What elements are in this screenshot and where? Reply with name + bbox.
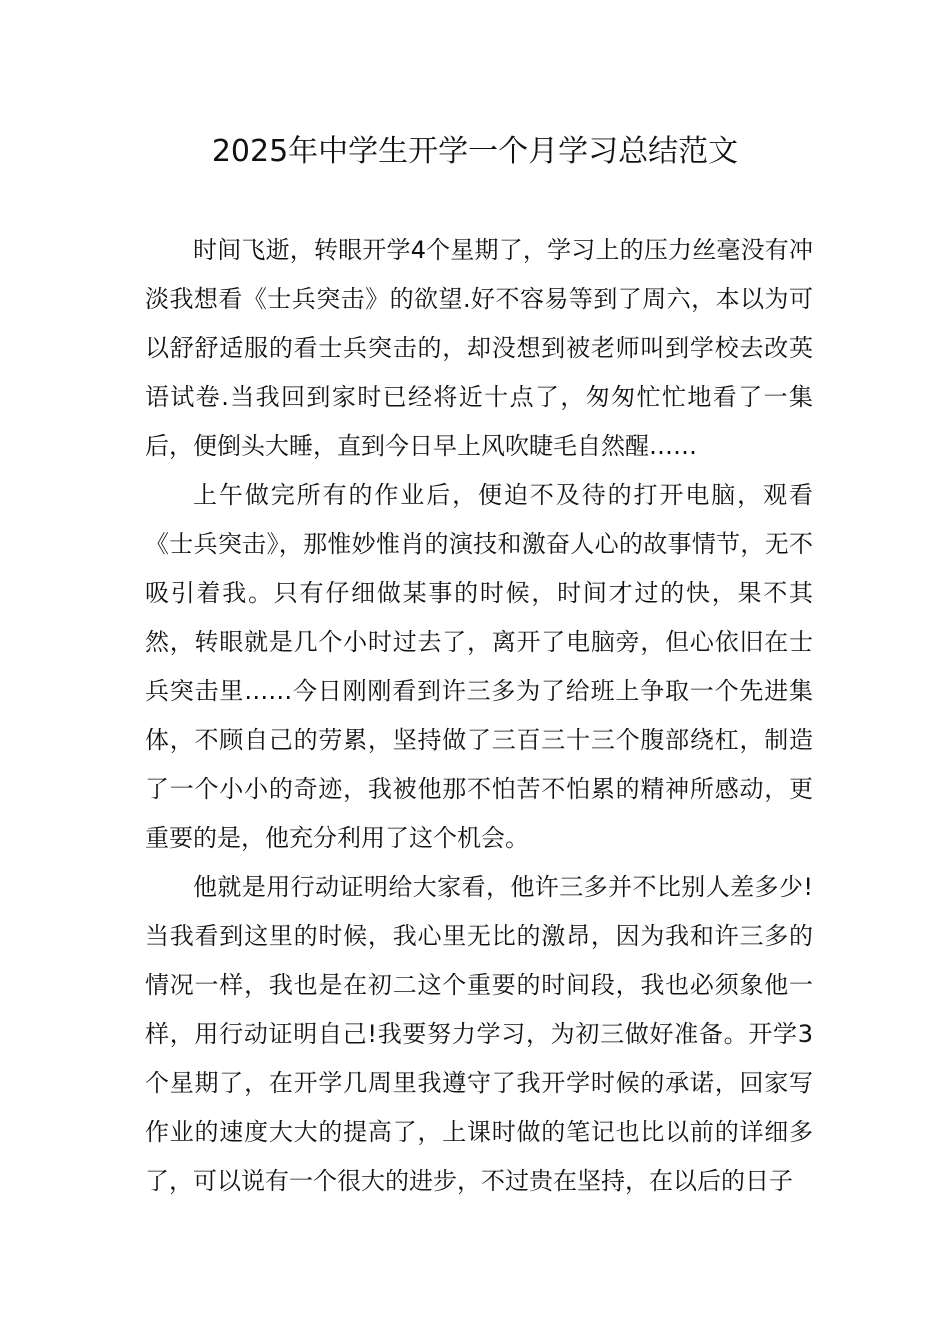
document-body (145, 226, 813, 1206)
paragraph-2: 上午做完所有的作业后，便迫不及待的打开电脑，观看《士兵突击》，那惟妙惟肖的演技和激奋人心的故事情节，无不吸引着我。只有仔细做某事的时候，时间才过的快，果不其然，转眼就是几个小时过去了，离开了电脑旁，但心依旧在士兵突击里……今日刚刚看到许三多为了给班上争取一个先进集体，不顾自己的劳累，坚持做了三百三十三个腹部绕杠，制造了一个小小的奇迹，我被他那不怕苦不怕累的精神所感动，更重要的是，他充分利用了这个机会。 (145, 481, 813, 852)
paragraph-1: 时间飞逝，转眼开学4个星期了，学习上的压力丝毫没有冲淡我想看《士兵突击》的欲望.好不容易等到了周六，本以为可以舒舒适服的看士兵突击的，却没想到被老师叫到学校去改英语试卷.当我回到家时已经将近十点了，匆匆忙忙地看了一集后，便倒头大睡，直到今日早上风吹睫毛自然醒…… (145, 236, 813, 460)
paragraph-3: 他就是用行动证明给大家看，他许三多并不比别人差多少!当我看到这里的时候，我心里无比的激昂，因为我和许三多的情况一样，我也是在初二这个重要的时间段，我也必须象他一样，用行动证明自己!我要努力学习，为初三做好准备。开学3个星期了，在开学几周里我遵守了我开学时候的承诺，回家写作业的速度大大的提高了，上课时做的笔记也比以前的详细多了，可以说有一个很大的进步，不过贵在坚持，在以后的日子 (145, 873, 813, 1195)
document-title: 2025年中学生开学一个月学习总结范文 (211, 134, 739, 169)
